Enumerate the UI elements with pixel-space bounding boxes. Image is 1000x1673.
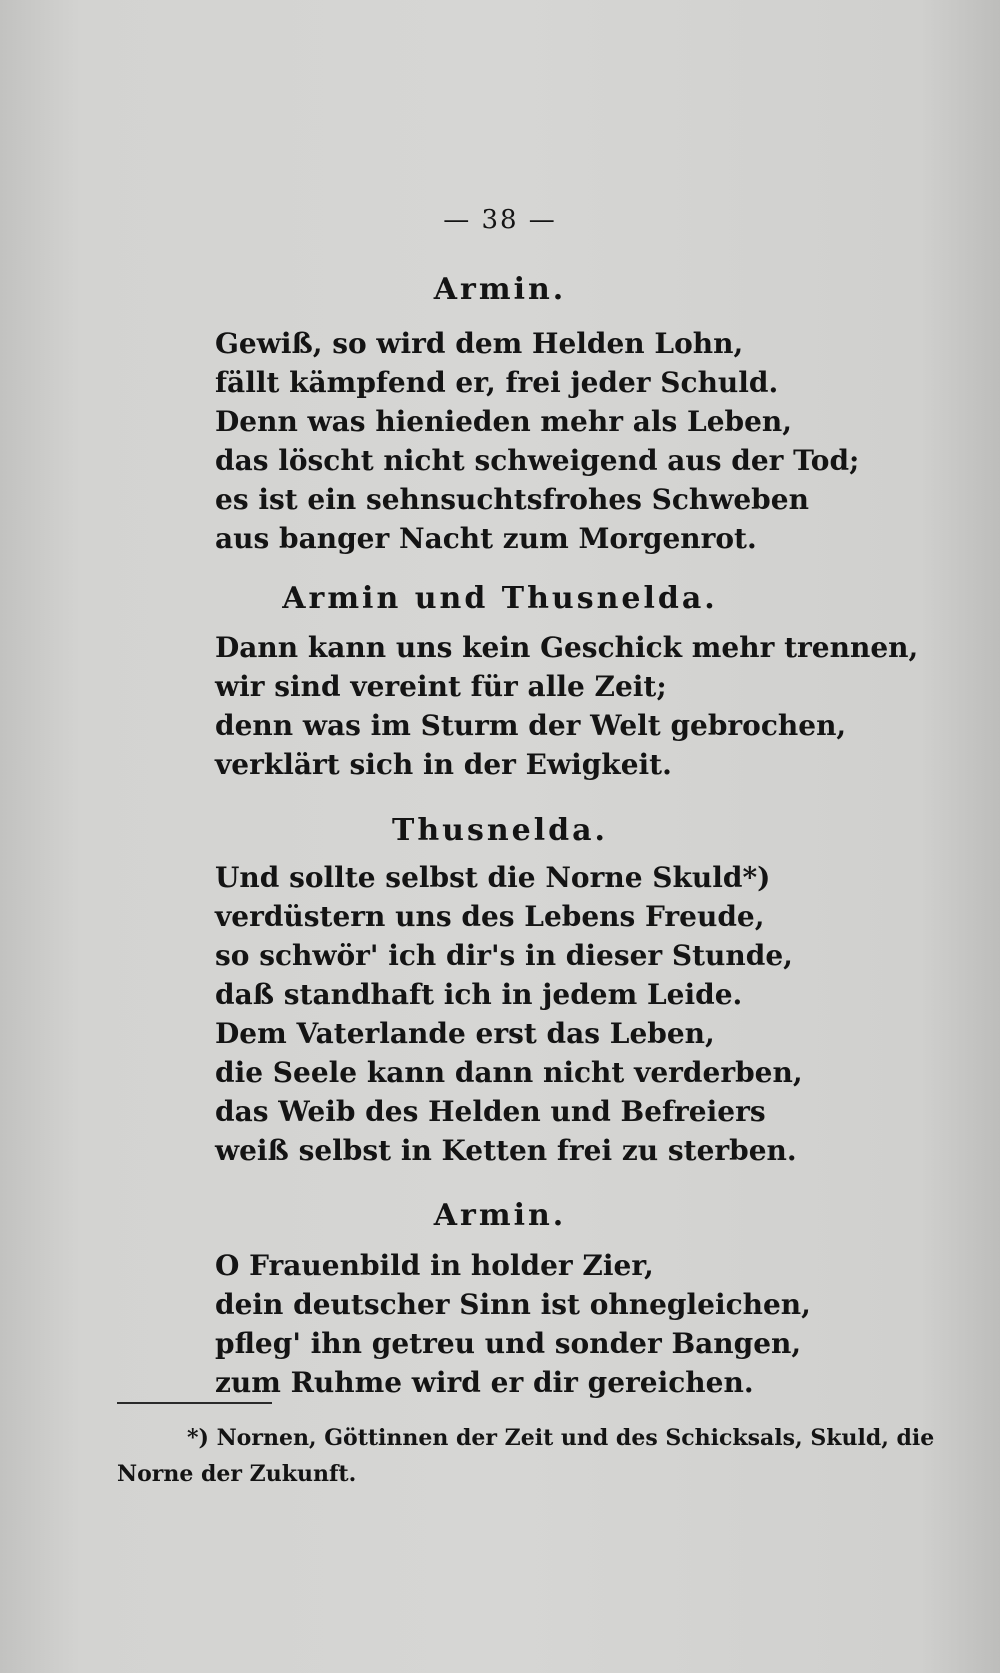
footnote-line: *) Nornen, Göttinnen der Zeit und des Schicksals, Skuld, die [187,1425,935,1451]
page-number: — 38 — [443,205,557,235]
verse-line: pfleg' ihn getreu und sonder Bangen, [215,1327,802,1360]
verse-line: O Frauenbild in holder Zier, [215,1249,654,1282]
verse-line: verdüstern uns des Lebens Freude, [215,900,765,933]
stanza-duet [215,628,919,784]
verse-line: verklärt sich in der Ewigkeit. [215,748,672,781]
verse-line: dein deutscher Sinn ist ohnegleichen, [215,1288,811,1321]
verse-line: Dem Vaterlande erst das Leben, [215,1017,715,1050]
verse-line: aus banger Nacht zum Morgenrot. [215,522,757,555]
verse-line: Dann kann uns kein Geschick mehr trennen, [215,631,919,664]
verse-line: Denn was hienieden mehr als Leben, [215,405,793,438]
verse-line: denn was im Sturm der Welt gebrochen, [215,709,847,742]
verse-line: das Weib des Helden und Befreiers [215,1095,766,1128]
speaker-heading-armin: Armin. [433,272,567,307]
verse-line: weiß selbst in Ketten frei zu sterben. [215,1134,797,1167]
verse-line: wir sind vereint für alle Zeit; [215,670,667,703]
verse-line: zum Ruhme wird er dir gereichen. [215,1366,754,1399]
verse-line: das löscht nicht schweigend aus der Tod; [215,444,860,477]
verse-line: Gewiß, so wird dem Helden Lohn, [215,327,744,360]
verse-line: es ist ein sehnsuchtsfrohes Schweben [215,483,809,516]
verse-line: fällt kämpfend er, frei jeder Schuld. [215,366,779,399]
verse-line: so schwör' ich dir's in dieser Stunde, [215,939,793,972]
speaker-heading-armin-2: Armin. [433,1198,567,1233]
stanza-armin-1 [215,324,915,558]
verse-line: Und sollte selbst die Norne Skuld*) [215,861,771,894]
speaker-heading-armin-und-thusnelda: Armin und Thusnelda. [282,581,718,616]
footnote [117,1420,935,1492]
speaker-heading-thusnelda: Thusnelda. [392,813,608,848]
footnote-separator [117,1402,272,1404]
footnote-line: Norne der Zukunft. [117,1461,357,1487]
stanza-armin-2 [215,1246,915,1402]
verse-line: daß standhaft ich in jedem Leide. [215,978,743,1011]
stanza-thusnelda [215,858,915,1170]
verse-line: die Seele kann dann nicht verderben, [215,1056,803,1089]
